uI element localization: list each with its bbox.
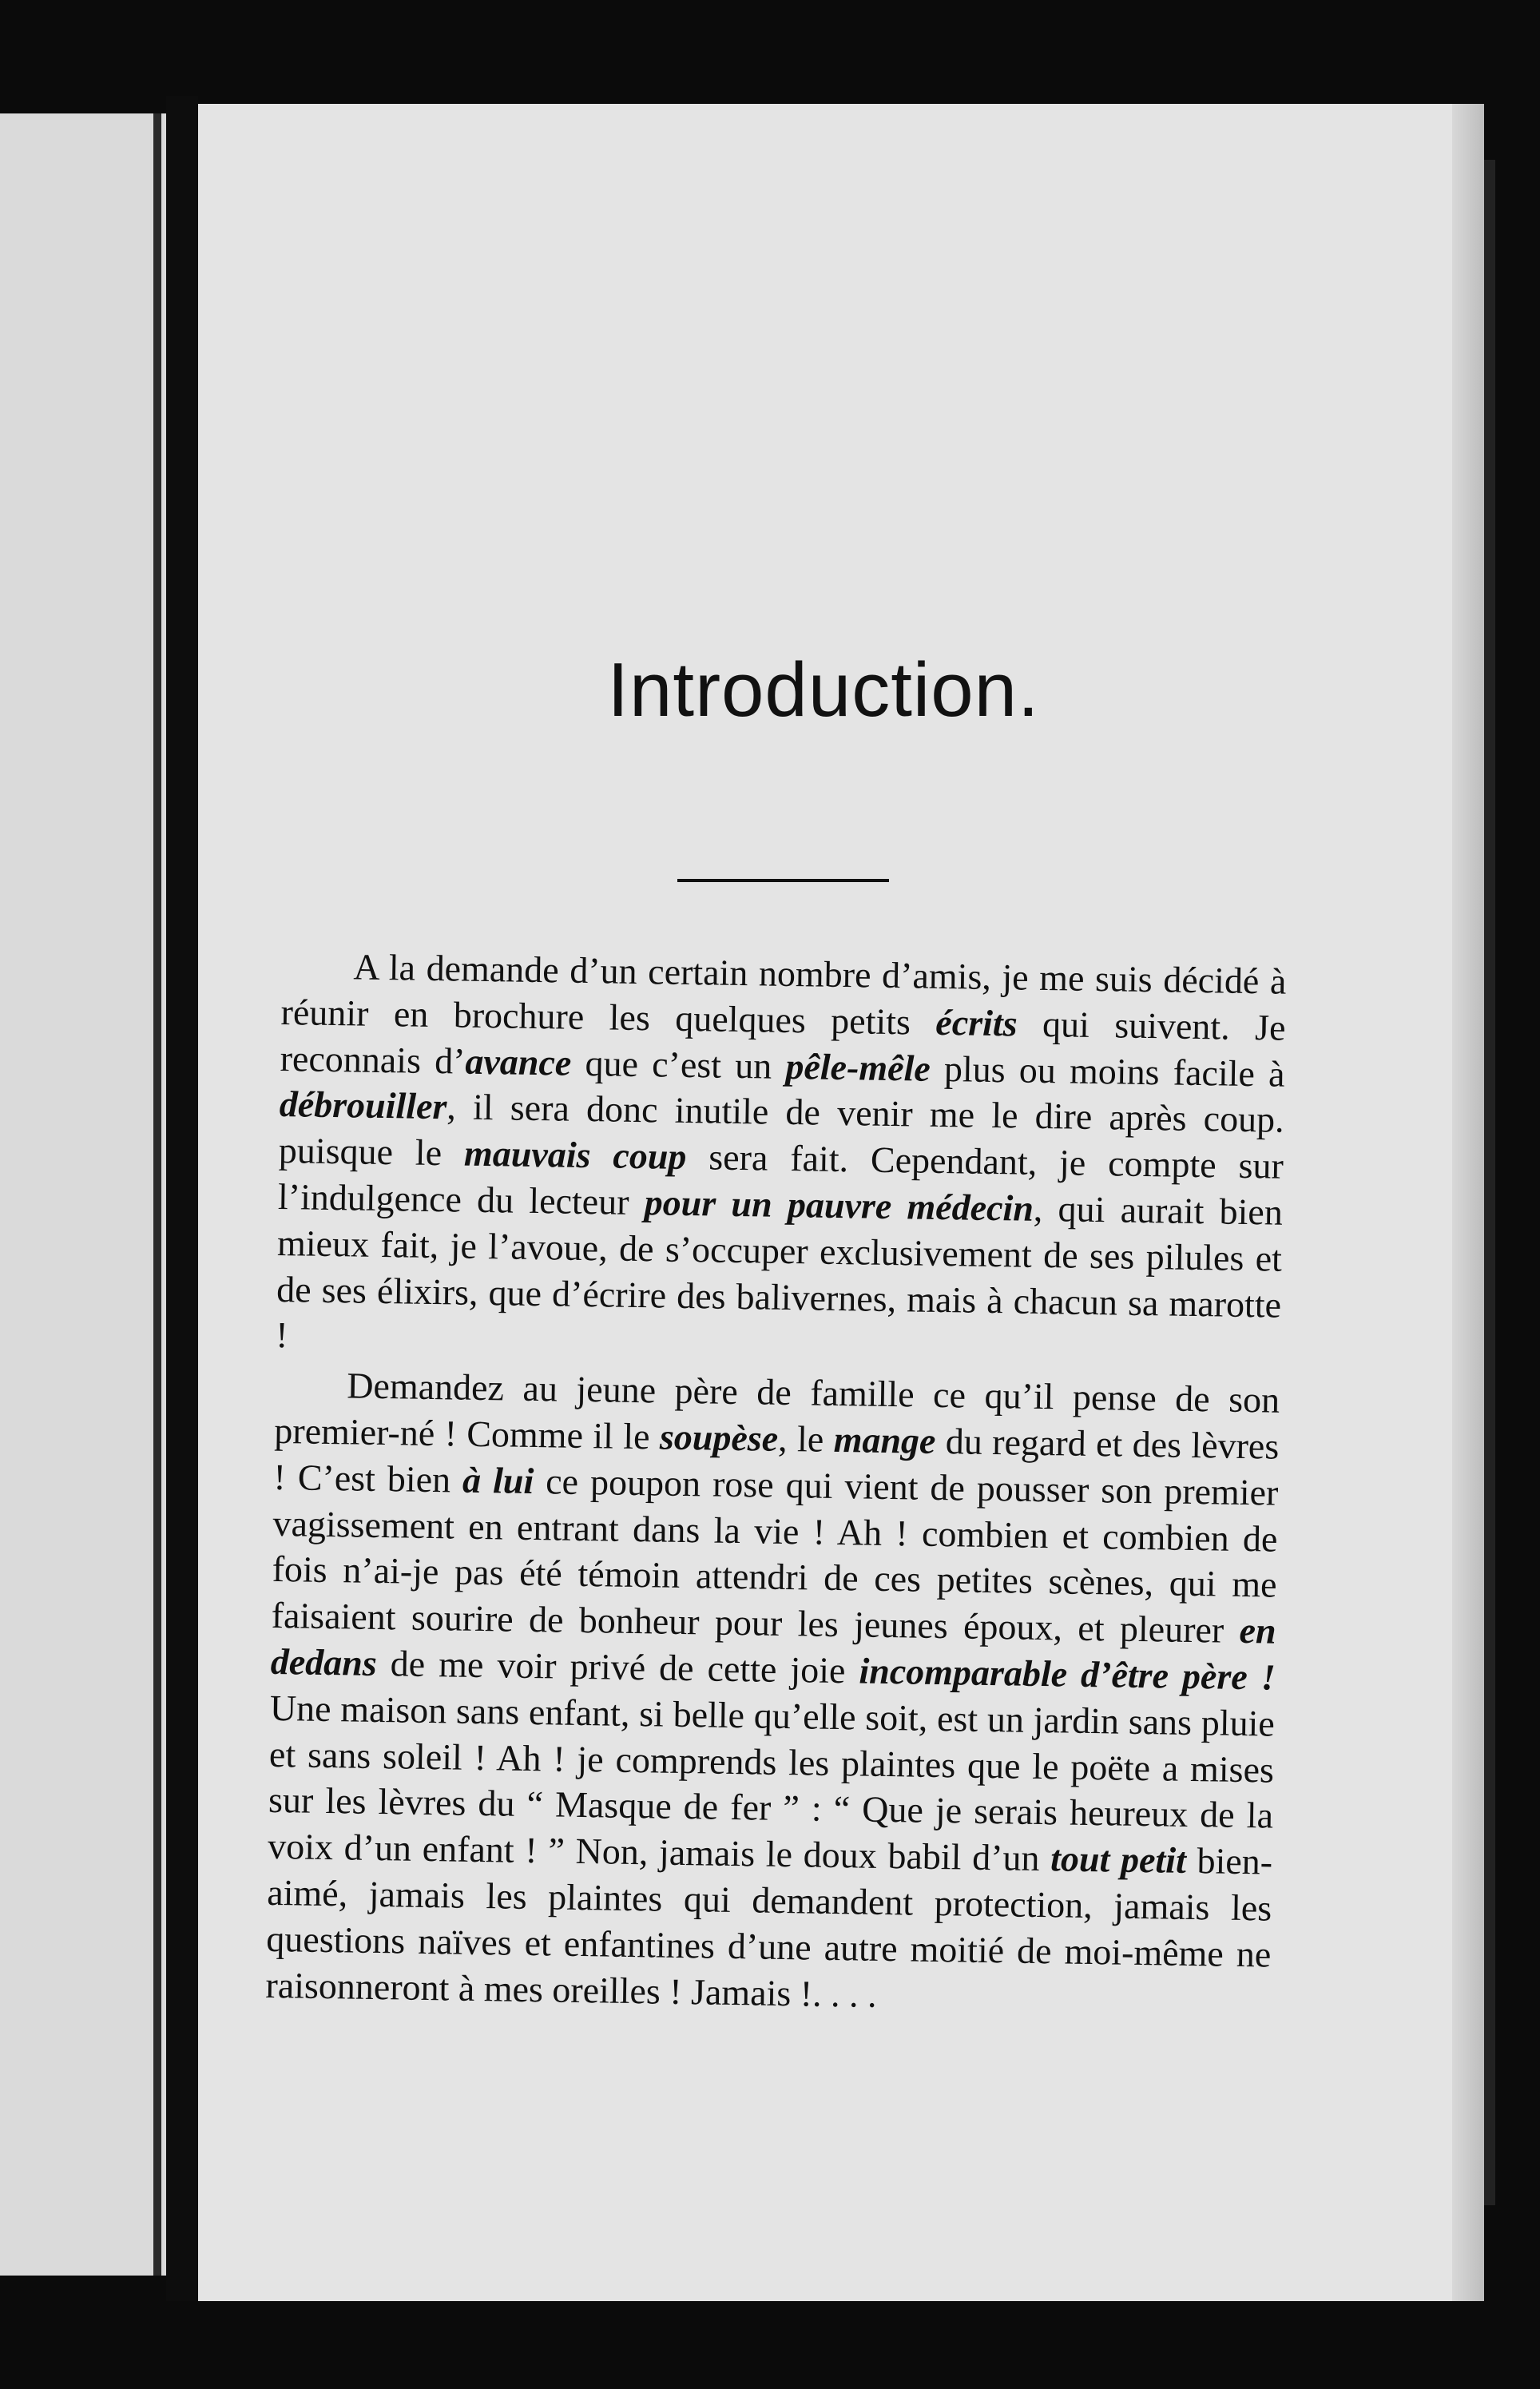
emphasis-text: avance [465, 1040, 572, 1083]
text-run: , il sera donc inutile de venir me le dire après coup. puisque le [278, 1086, 1285, 1174]
page-edge-shadow [1452, 104, 1484, 2301]
text-run: de me voir privé de cette joie [376, 1642, 859, 1691]
emphasis-text: tout petit [1050, 1838, 1187, 1882]
page-title: Introduction. [607, 647, 1040, 733]
book-page [198, 104, 1484, 2301]
book-gutter [166, 96, 198, 2301]
text-run: Une maison sans enfant, si belle qu’elle soit, est un jardin sans pluie et sans soleil ! Ah ! je comprends les plaintes que le poëte a mises sur les lèvres du “ Masque de fer ” : “ Que je serais heureux de la voix d’un enfant ! ” Non, jamais le doux babil d’un [267, 1687, 1276, 1879]
text-run: du regard et des lèvres ! C’est bien [273, 1420, 1280, 1501]
text-run: ce poupon rose qui vient de pousser son premier vagissement en entrant dans la vie ! Ah ! combien et combien de fois n’ai-je pas été témoin attendri de ces petites scènes, qui me faisaient sourire de bonheur pour les jeunes époux, et pleurer [271, 1460, 1279, 1652]
emphasis-text: mauvais coup [463, 1132, 687, 1178]
paragraph [276, 943, 1287, 1374]
emphasis-text: à lui [462, 1459, 534, 1501]
paragraph [265, 1361, 1280, 2024]
scan-border [1484, 160, 1495, 2205]
text-run: , le [777, 1417, 835, 1460]
emphasis-text: soupèse [659, 1416, 779, 1459]
emphasis-text: incomparable d’être père ! [859, 1650, 1276, 1698]
text-run: sera fait. Cependant, je compte sur l’indulgence du lecteur [277, 1136, 1284, 1223]
text-run: plus ou moins facile à [930, 1047, 1285, 1095]
emphasis-text: écrits [935, 1001, 1018, 1044]
previous-page-edge [0, 113, 169, 2276]
emphasis-text: en dedans [270, 1610, 1277, 1683]
text-run: Demandez au jeune père de famille ce qu’il pense de son premier-né ! Comme il le [274, 1365, 1280, 1457]
text-run: bien-aimé, jamais les plaintes qui demandent protection, jamais les questions naïves et enfantines d’une autre moitié de moi-même ne raisonneront à mes oreilles ! Jamais !. . . . [265, 1840, 1273, 2015]
emphasis-text: pêle-mêle [785, 1045, 931, 1089]
text-run: , qui aurait bien mieux fait, je l’avoue, de s’occuper exclusivement de ses pilules et de ses élixirs, que d’écrire des balivernes, mais à chacun sa marotte ! [275, 1187, 1284, 1356]
emphasis-text: mange [833, 1418, 936, 1461]
emphasis-text: pour un pauvre médecin [644, 1182, 1034, 1229]
text-run: que c’est un [570, 1042, 786, 1087]
text-run: qui suivent. Je reconnais d’ [280, 1003, 1286, 1082]
emphasis-text: débrouiller [279, 1083, 447, 1127]
title-rule [677, 879, 889, 882]
text-run: A la demande d’un certain nombre d’amis, je me suis décidé à réunir en brochure les quelques petits [280, 946, 1287, 1043]
body-text [265, 943, 1287, 2024]
